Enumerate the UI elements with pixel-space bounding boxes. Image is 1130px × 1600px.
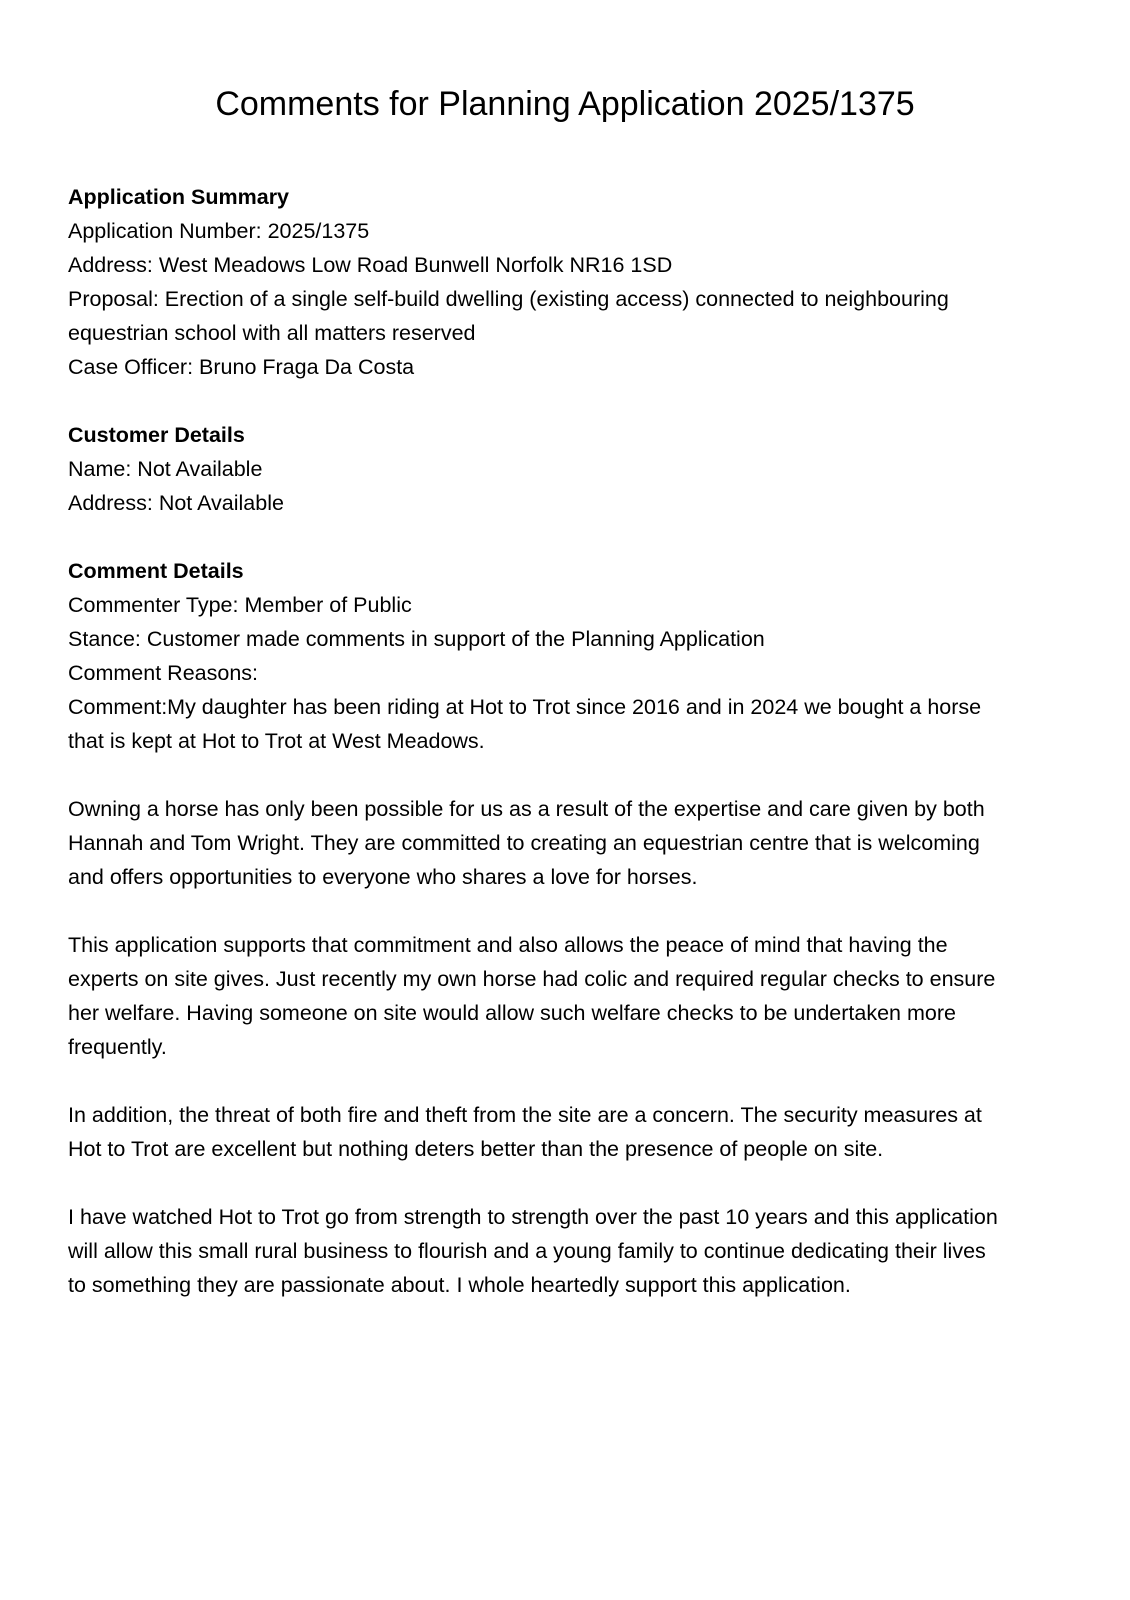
comment-line: In addition, the threat of both fire and theft from the site are a concern. The security measures at: [68, 1103, 982, 1127]
customer-address: Address: Not Available: [68, 491, 284, 515]
comment-paragraph: [68, 792, 1068, 894]
application-number: Application Number: 2025/1375: [68, 219, 370, 243]
section-spacer: [68, 520, 1068, 554]
comment-line: Owning a horse has only been possible for us as a result of the expertise and care given by both: [68, 797, 985, 821]
application-summary-heading: Application Summary: [68, 185, 290, 209]
paragraph-spacer: [68, 894, 1068, 928]
comment-paragraph: [68, 1098, 1068, 1166]
customer-details-section: [68, 418, 1068, 520]
comment-details-section: [68, 554, 1068, 1302]
paragraph-spacer: [68, 1064, 1068, 1098]
application-address: Address: West Meadows Low Road Bunwell Norfolk NR16 1SD: [68, 253, 673, 277]
comment-line: Hot to Trot are excellent but nothing deters better than the presence of people on site.: [68, 1137, 884, 1161]
comment-line: Comment:My daughter has been riding at Hot to Trot since 2016 and in 2024 we bought a horse: [68, 695, 982, 719]
page-title: Comments for Planning Application 2025/1375: [215, 85, 915, 123]
customer-name: Name: Not Available: [68, 457, 263, 481]
comment-line: I have watched Hot to Trot go from strength to strength over the past 10 years and this application: [68, 1205, 998, 1229]
proposal-line-2: equestrian school with all matters reserved: [68, 321, 476, 345]
comment-line: to something they are passionate about. I whole heartedly support this application.: [68, 1273, 851, 1297]
paragraph-spacer: [68, 1166, 1068, 1200]
document-body: [68, 180, 1068, 1302]
comment-line: This application supports that commitment and also allows the peace of mind that having the: [68, 933, 948, 957]
application-summary-section: [68, 180, 1068, 384]
comment-paragraph: [68, 1200, 1068, 1302]
commenter-type: Commenter Type: Member of Public: [68, 593, 412, 617]
comment-paragraph: [68, 690, 1068, 758]
comment-stance: Stance: Customer made comments in support of the Planning Application: [68, 627, 765, 651]
comment-details-heading: Comment Details: [68, 559, 244, 583]
case-officer: Case Officer: Bruno Fraga Da Costa: [68, 355, 415, 379]
comment-line: her welfare. Having someone on site would allow such welfare checks to be undertaken more: [68, 1001, 956, 1025]
paragraph-spacer: [68, 758, 1068, 792]
comment-line: Hannah and Tom Wright. They are committed to creating an equestrian centre that is welcoming: [68, 831, 980, 855]
customer-details-heading: Customer Details: [68, 423, 245, 447]
comment-reasons: Comment Reasons:: [68, 661, 258, 685]
comment-line: and offers opportunities to everyone who shares a love for horses.: [68, 865, 698, 889]
section-spacer: [68, 384, 1068, 418]
comment-line: that is kept at Hot to Trot at West Meadows.: [68, 729, 485, 753]
comment-line: will allow this small rural business to flourish and a young family to continue dedicating their lives: [68, 1239, 986, 1263]
comment-paragraph: [68, 928, 1068, 1064]
proposal-line-1: Proposal: Erection of a single self-build dwelling (existing access) connected to neighbouring: [68, 287, 949, 311]
comment-line: frequently.: [68, 1035, 167, 1059]
comment-line: experts on site gives. Just recently my own horse had colic and required regular checks to ensure: [68, 967, 996, 991]
